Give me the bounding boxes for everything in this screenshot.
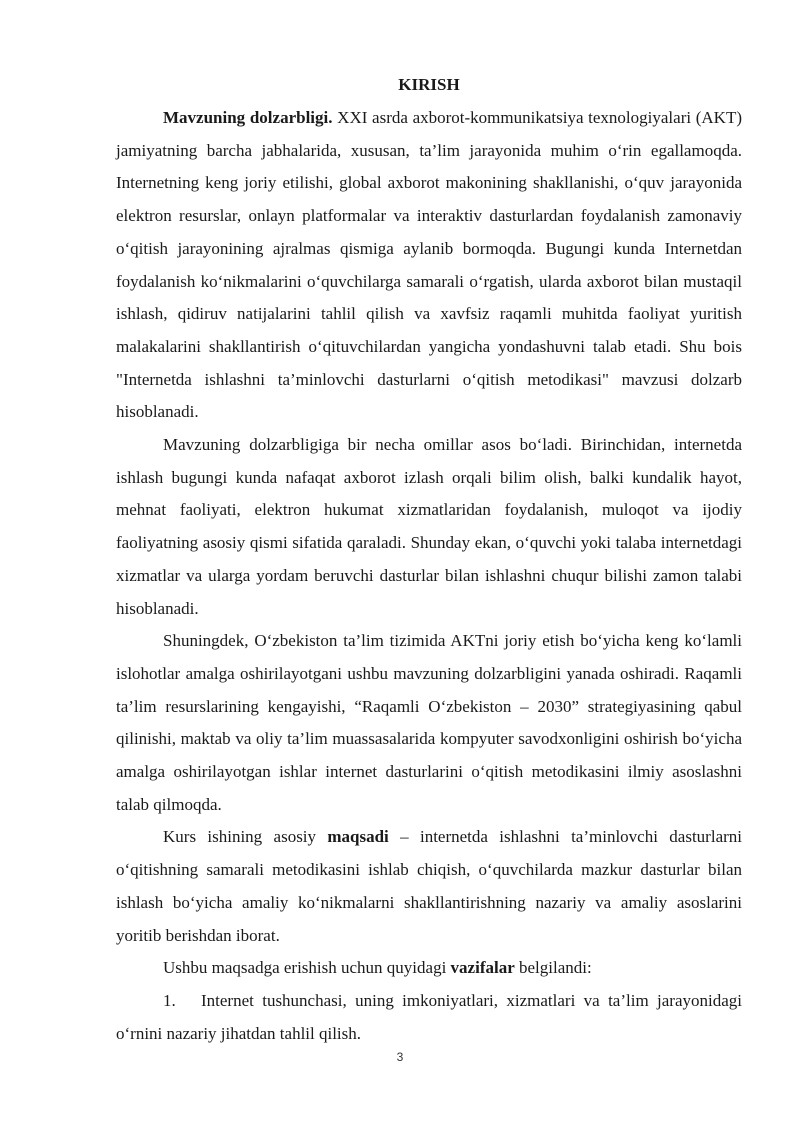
tasks-text-before: Ushbu maqsadga erishish uchun quyidagi bbox=[163, 958, 451, 978]
paragraph-lead: Mavzuning dolzarbligi. bbox=[163, 108, 333, 127]
paragraph-text: XXI asrda axborot-kommunikatsiya texnologiyalari (AKT) jamiyatning barcha jabhalarida, xususan, ta’lim jarayonida muhim o‘rin egallamoqda. Internetning keng joriy etilishi, global axborot makonining shakllanishi, o‘quv jarayonida elektron resurslar, onlayn platformalar va interaktiv dasturlardan foydalanish zamonaviy o‘qitish jarayonining ajralmas qismiga aylanib bormoqda. Bugungi kunda Internetdan foydalanish ko‘nikmalarini o‘quvchilarga samarali o‘rgatish, ularda axborot bilan mustaqil ishlash, qidiruv natijalarini tahlil qilish va xavfsiz raqamli muhitda faoliyat yuritish malakalarini shakllantirish o‘qituvchilardan yangicha yondashuvni talab etadi. Shu bois "Internetda ishlashni ta’minlovchi dasturlarni o‘qitish metodikasi" mavzusi dolzarb hisoblanadi. bbox=[116, 108, 743, 422]
paragraph-reforms: Shuningdek, O‘zbekiston ta’lim tizimida AKTni joriy etish bo‘yicha keng ko‘lamli islohotlar amalga oshirilayotgani ushbu mavzuning dolzarbligini yanada oshiradi. Raqamli ta’lim resurslarining kengayishi, “Raqamli O‘zbekiston – 2030” strategiyasining qabul qilinishi, maktab va oliy ta’lim muassasalarida kompyuter savodxonligini oshirish bo‘yicha amalga oshirilayotgan ishlar internet dasturlarini o‘qitish metodikasini ilmiy asoslashni talab qilmoqda. bbox=[116, 631, 742, 814]
document-page bbox=[116, 72, 742, 1050]
tasks-text-after: belgilandi: bbox=[514, 958, 592, 978]
paragraph-goal bbox=[116, 821, 742, 952]
goal-text-before: Kurs ishining asosiy bbox=[163, 827, 328, 847]
page-number: 3 bbox=[396, 1050, 404, 1064]
list-item bbox=[116, 985, 742, 1050]
section-title: KIRISH bbox=[398, 75, 460, 94]
goal-keyword: maqsadi bbox=[327, 827, 389, 847]
paragraph-factors: Mavzuning dolzarbligiga bir necha omillar asos bo‘ladi. Birinchidan, internetda ishlash bugungi kunda nafaqat axborot izlash orqali bilim olish, balki kundalik hayot, mehnat faoliyati, elektron hukumat xizmatlaridan foydalanish, muloqot va ijodiy faoliyatning asosiy qismi sifatida qaraladi. Shunday ekan, o‘quvchi yoki talaba internetdagi xizmatlar va ularga yordam beruvchi dasturlar bilan ishlashni chuqur bilishi zamon talabi hisoblanadi. bbox=[116, 435, 742, 618]
list-item-number: 1. bbox=[163, 990, 176, 1010]
tasks-keyword: vazifalar bbox=[450, 958, 515, 978]
list-item-text: Internet tushunchasi, uning imkoniyatlari, xizmatlari va ta’lim jarayonidagi o‘rnini nazariy jihatdan tahlil qilish. bbox=[116, 990, 742, 1043]
paragraph-tasks bbox=[116, 952, 742, 985]
goal-text-after: – internetda ishlashni ta’minlovchi dasturlarni o‘qitishning samarali metodikasini ishlab chiqish, o‘quvchilarda mazkur dasturlar bilan ishlash bo‘yicha amaliy ko‘nikmalarni shakllantirishning nazariy va amaliy asoslarini yoritib berishdan iborat. bbox=[116, 827, 742, 945]
paragraph-relevance bbox=[116, 102, 742, 429]
